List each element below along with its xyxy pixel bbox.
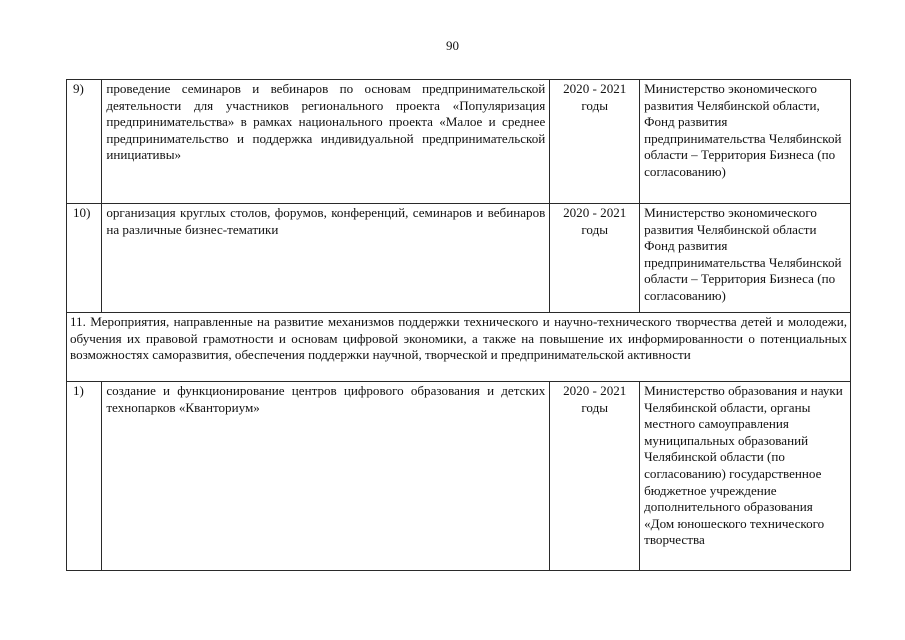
measures-table bbox=[66, 79, 851, 571]
row-number: 1) bbox=[67, 382, 102, 571]
page-number: 90 bbox=[446, 38, 459, 53]
row-description: проведение семинаров и вебинаров по основам предпринимательской деятельности для участников регионального проекта «Популяризация предпринимательства» в рамках национального проекта «Малое и среднее предпринимательство и поддержка индивидуальной предпринимательской инициативы» bbox=[102, 80, 550, 204]
section-heading: 11. Мероприятия, направленные на развитие механизмов поддержки технического и научно-технического творчества детей и молодежи, обучения их правовой грамотности и основам цифровой экономики, а также на повышение их информированности о потенциальных возможностях саморазвития, обеспечения поддержки научной, творческой и предпринимательской активности bbox=[67, 313, 851, 382]
row-period: 2020 - 2021 годы bbox=[550, 382, 640, 571]
section-header-row bbox=[67, 313, 851, 382]
row-description: организация круглых столов, форумов, конференций, семинаров и вебинаров на различные бизнес-тематики bbox=[102, 204, 550, 313]
table-row bbox=[67, 80, 851, 204]
table-row bbox=[67, 382, 851, 571]
row-period: 2020 - 2021 годы bbox=[550, 204, 640, 313]
row-number: 10) bbox=[67, 204, 102, 313]
row-period: 2020 - 2021 годы bbox=[550, 80, 640, 204]
row-responsible: Министерство экономического развития Челябинской области, Фонд развития предпринимательства Челябинской области – Территория Бизнеса (по согласованию) bbox=[640, 80, 851, 204]
table-row bbox=[67, 204, 851, 313]
row-number: 9) bbox=[67, 80, 102, 204]
row-description: создание и функционирование центров цифрового образования и детских технопарков «Кванториум» bbox=[102, 382, 550, 571]
row-responsible: Министерство образования и науки Челябинской области, органы местного самоуправления муниципальных образований Челябинской области (по согласованию) государственное бюджетное учреждение дополнительного образования «Дом юношеского технического творчества bbox=[640, 382, 851, 571]
row-responsible: Министерство экономического развития Челябинской области Фонд развития предпринимательства Челябинской области – Территория Бизнеса (по согласованию) bbox=[640, 204, 851, 313]
